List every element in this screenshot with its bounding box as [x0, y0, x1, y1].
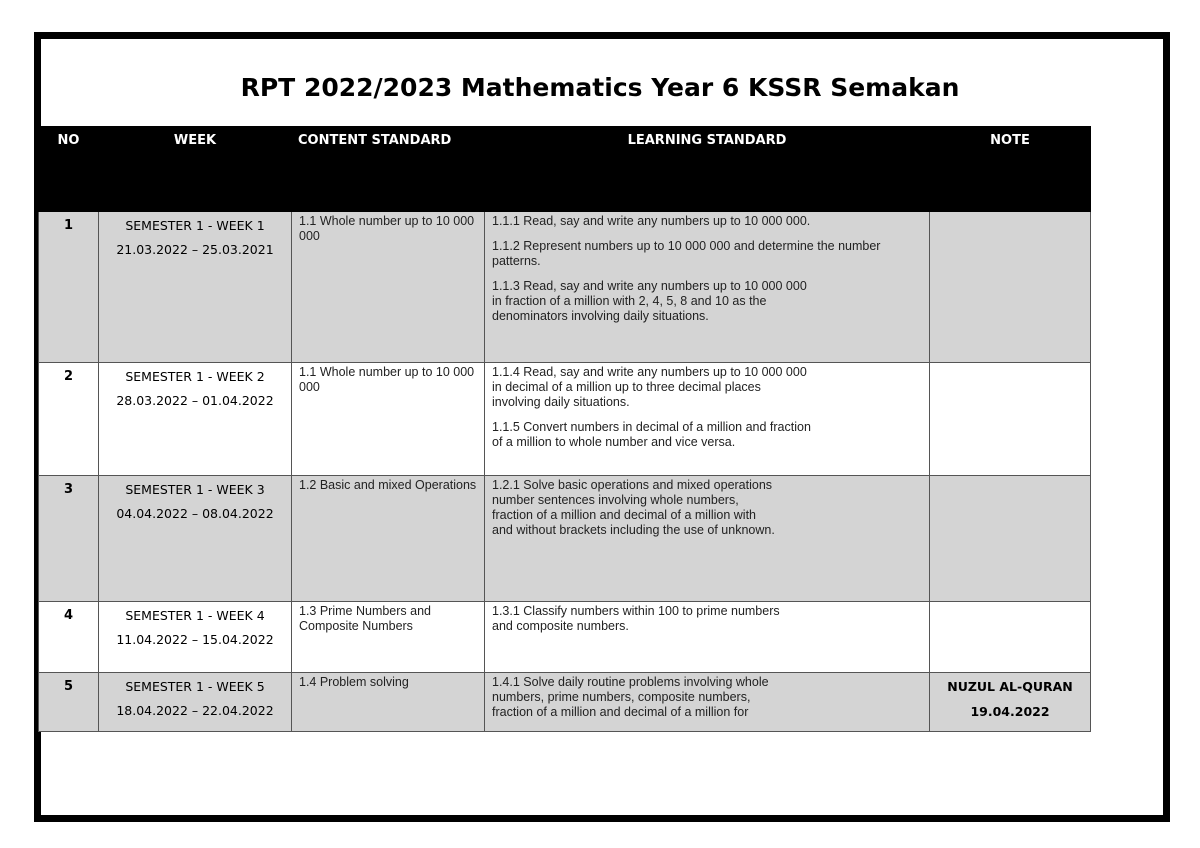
week-label: SEMESTER 1 - WEEK 4 [125, 608, 265, 623]
row-learning-standard [485, 476, 930, 602]
learning-item: 1.1.4 Read, say and write any numbers up to 10 000 000 in decimal of a million up to three decimal places involving daily situations. [492, 365, 807, 409]
table-header-row [39, 127, 1091, 212]
row-learning-standard [485, 363, 930, 476]
learning-item: 1.3.1 Classify numbers within 100 to prime numbers and composite numbers. [492, 604, 780, 633]
learning-item: 1.4.1 Solve daily routine problems involving whole numbers, prime numbers, composite numbers, fraction of a million and decimal of a million for [492, 675, 769, 719]
row-note [930, 476, 1091, 602]
row-week [99, 476, 292, 602]
row-no: 1 [39, 212, 99, 363]
note-date: 19.04.2022 [970, 704, 1050, 719]
learning-item: 1.1.2 Represent numbers up to 10 000 000 and determine the number patterns. [492, 239, 881, 268]
week-label: SEMESTER 1 - WEEK 1 [125, 218, 265, 233]
header-content-standard: CONTENT STANDARD [292, 127, 485, 212]
header-learning-standard: LEARNING STANDARD [485, 127, 930, 212]
learning-item: 1.1.3 Read, say and write any numbers up to 10 000 000 in fraction of a million with 2, 4, 5, 8 and 10 as the denominators involving daily situations. [492, 279, 807, 323]
note-text: NUZUL AL-QURAN [947, 679, 1073, 694]
table-row [39, 363, 1091, 476]
row-content-standard: 1.1 Whole number up to 10 000 000 [292, 212, 485, 363]
row-week [99, 602, 292, 673]
row-no: 4 [39, 602, 99, 673]
row-no: 3 [39, 476, 99, 602]
table-row [39, 212, 1091, 363]
header-note: NOTE [930, 127, 1091, 212]
schedule-table [38, 126, 1091, 732]
header-week: WEEK [99, 127, 292, 212]
row-learning-standard [485, 673, 930, 732]
week-dates: 21.03.2022 – 25.03.2021 [116, 242, 274, 258]
header-no: NO [39, 127, 99, 212]
table-row [39, 602, 1091, 673]
learning-item: 1.2.1 Solve basic operations and mixed operations number sentences involving whole numbers, fraction of a million and decimal of a million with and without brackets including the use of unknown. [492, 478, 775, 537]
row-learning-standard [485, 212, 930, 363]
row-content-standard: 1.3 Prime Numbers and Composite Numbers [292, 602, 485, 673]
row-content-standard: 1.1 Whole number up to 10 000 000 [292, 363, 485, 476]
row-note [930, 363, 1091, 476]
row-learning-standard [485, 602, 930, 673]
week-dates: 04.04.2022 – 08.04.2022 [116, 506, 274, 522]
learning-item: 1.1.5 Convert numbers in decimal of a million and fraction of a million to whole number and vice versa. [492, 420, 811, 449]
row-no: 5 [39, 673, 99, 732]
week-dates: 18.04.2022 – 22.04.2022 [116, 703, 274, 719]
row-week [99, 212, 292, 363]
learning-item: 1.1.1 Read, say and write any numbers up to 10 000 000. [492, 214, 811, 228]
row-note [930, 673, 1091, 732]
row-week [99, 673, 292, 732]
week-label: SEMESTER 1 - WEEK 3 [125, 482, 265, 497]
row-week [99, 363, 292, 476]
week-label: SEMESTER 1 - WEEK 5 [125, 679, 265, 694]
week-label: SEMESTER 1 - WEEK 2 [125, 369, 265, 384]
table-row [39, 476, 1091, 602]
table-row [39, 673, 1091, 732]
row-content-standard: 1.2 Basic and mixed Operations [292, 476, 485, 602]
row-content-standard: 1.4 Problem solving [292, 673, 485, 732]
row-no: 2 [39, 363, 99, 476]
row-note [930, 602, 1091, 673]
page-title: RPT 2022/2023 Mathematics Year 6 KSSR Semakan [240, 73, 960, 102]
week-dates: 28.03.2022 – 01.04.2022 [116, 393, 274, 409]
week-dates: 11.04.2022 – 15.04.2022 [116, 632, 274, 648]
row-note [930, 212, 1091, 363]
